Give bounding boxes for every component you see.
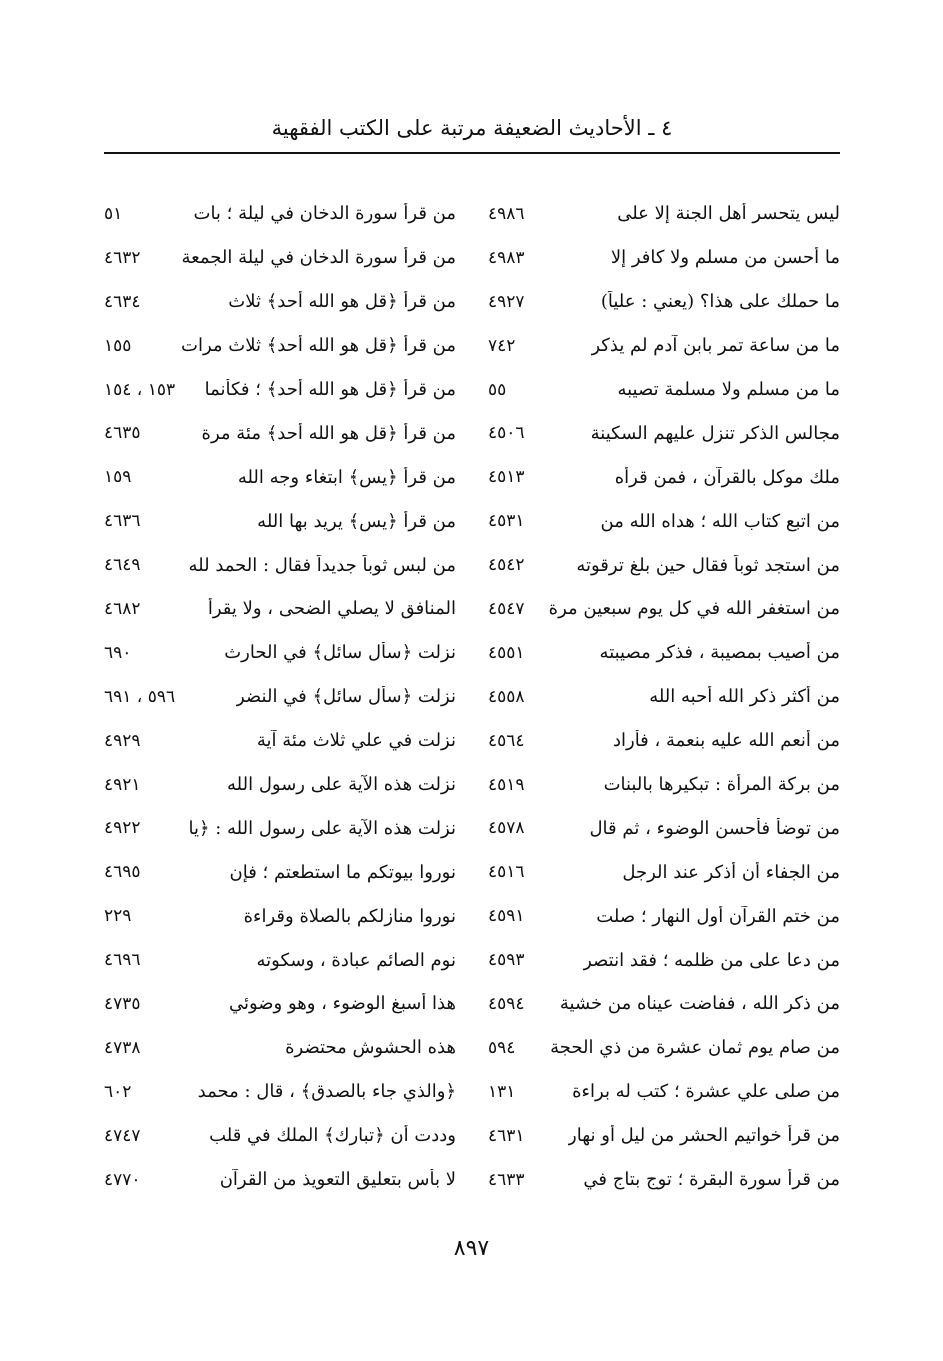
hadith-incipit: نزلت ﴿سأل سائل﴾ في النضر	[236, 686, 456, 708]
header-rule	[104, 152, 840, 154]
index-entry	[488, 719, 840, 763]
hadith-number: ٧٤٢	[488, 335, 516, 356]
hadith-number: ٤٦٣٢	[104, 247, 141, 268]
hadith-number: ٤٥٤٢	[488, 555, 525, 576]
index-entry	[488, 675, 840, 719]
hadith-number: ٤٥٥٨	[488, 686, 525, 707]
hadith-incipit: من لبس ثوباً جديداً فقال : الحمد لله	[188, 554, 456, 576]
index-entry	[104, 1114, 456, 1158]
index-entry	[488, 368, 840, 412]
hadith-number: ٤٥٠٦	[488, 423, 525, 444]
index-entry	[488, 324, 840, 368]
index-entry	[488, 1026, 840, 1070]
hadith-incipit: من أصيب بمصيبة ، فذكر مصيبته	[599, 642, 840, 664]
hadith-incipit: من صام يوم ثمان عشرة من ذي الحجة	[550, 1037, 840, 1059]
hadith-incipit: وددت أن ﴿تبارك﴾ الملك في قلب	[209, 1125, 456, 1147]
index-entry	[104, 1026, 456, 1070]
hadith-incipit: نوم الصائم عبادة ، وسكوته	[256, 949, 456, 971]
hadith-number: ٤٩٨٦	[488, 203, 525, 224]
hadith-incipit: ما من مسلم ولا مسلمة تصيبه	[617, 379, 840, 400]
hadith-incipit: من قرأ سورة البقرة ؛ توج بتاج في	[583, 1169, 840, 1191]
hadith-incipit: من قرأ ﴿يس﴾ ابتغاء وجه الله	[237, 466, 456, 488]
hadith-incipit: ﴿والذي جاء بالصدق﴾ ، قال : محمد	[197, 1081, 456, 1103]
hadith-number: ٤٦٩٥	[104, 862, 141, 883]
hadith-number: ٤٥٤٧	[488, 598, 525, 619]
hadith-number: ٤٦٩٦	[104, 950, 141, 971]
hadith-number: ٤٦٣٦	[104, 511, 141, 532]
hadith-incipit: من قرأ خواتيم الحشر من ليل أو نهار	[568, 1125, 840, 1147]
index-entry	[488, 894, 840, 938]
index-entry	[104, 324, 456, 368]
hadith-number: ٤٥١٣	[488, 467, 525, 488]
hadith-number: ٤٦٣١	[488, 1125, 525, 1146]
hadith-number: ٤٧٧٠	[104, 1169, 141, 1190]
hadith-incipit: هذه الحشوش محتضرة	[285, 1037, 456, 1059]
hadith-number: ٤٩٢٢	[104, 818, 141, 839]
hadith-number: ٤٧٣٥	[104, 993, 141, 1014]
hadith-number: ٤٩٨٣	[488, 247, 525, 268]
index-entry	[104, 938, 456, 982]
hadith-incipit: من استغفر الله في كل يوم سبعين مرة	[548, 598, 840, 620]
hadith-incipit: نزلت هذه الآية على رسول الله : ﴿يا	[188, 817, 456, 839]
hadith-number: ٤٥١٩	[488, 774, 525, 795]
index-entry	[488, 806, 840, 850]
hadith-number: ٤٦٣٣	[488, 1169, 525, 1190]
hadith-number: ٤٥٩٤	[488, 993, 525, 1014]
hadith-incipit: من أكثر ذكر الله أحبه الله	[649, 686, 840, 708]
index-entry	[104, 1070, 456, 1114]
hadith-number: ٤٦٤٩	[104, 555, 141, 576]
index-entry	[104, 719, 456, 763]
hadith-incipit: من دعا على من ظلمه ؛ فقد انتصر	[583, 949, 840, 971]
hadith-number: ١٣١	[488, 1081, 516, 1102]
index-entry	[488, 411, 840, 455]
hadith-number: ٥٩٤	[488, 1037, 516, 1058]
hadith-number: ٤٥٥١	[488, 642, 525, 663]
hadith-incipit: ما من ساعة تمر بابن آدم لم يذكر	[591, 335, 840, 357]
hadith-incipit: من قرأ ﴿يس﴾ يريد بها الله	[257, 510, 456, 532]
hadith-incipit: من اتبع كتاب الله ؛ هداه الله من	[600, 510, 840, 532]
hadith-number: ٢٢٩	[104, 906, 132, 927]
hadith-number: ٤٦٣٤	[104, 291, 141, 312]
hadith-incipit: من ختم القرآن أول النهار ؛ صلت	[596, 905, 840, 927]
index-entry	[488, 850, 840, 894]
hadith-incipit: نوروا بيوتكم ما استطعتم ؛ فإن	[229, 861, 456, 883]
hadith-number: ٤٧٤٧	[104, 1125, 141, 1146]
hadith-incipit: من الجفاء أن أذكر عند الرجل	[622, 861, 840, 883]
hadith-number: ٤٩٢٧	[488, 291, 525, 312]
hadith-number: ١٥٥	[104, 335, 132, 356]
index-entry	[104, 280, 456, 324]
hadith-incipit: مجالس الذكر تنزل عليهم السكينة	[590, 422, 840, 444]
index-entry	[104, 587, 456, 631]
index-entry	[488, 1158, 840, 1202]
index-entry	[488, 587, 840, 631]
index-entry	[104, 850, 456, 894]
hadith-incipit: من استجد ثوباً فقال حين بلغ ترقوته	[576, 554, 840, 576]
hadith-incipit: من توضأ فأحسن الوضوء ، ثم قال	[589, 817, 840, 839]
hadith-number: ٤٥٦٤	[488, 730, 525, 751]
index-entry	[104, 675, 456, 719]
index-entry	[104, 763, 456, 807]
index-entry	[488, 192, 840, 236]
hadith-incipit: ما حملك على هذا؟ (يعني : علياً)	[600, 291, 840, 313]
hadith-incipit: نزلت هذه الآية على رسول الله	[227, 774, 456, 796]
index-entry	[488, 1114, 840, 1158]
hadith-incipit: المنافق لا يصلي الضحى ، ولا يقرأ	[207, 598, 456, 620]
index-entry	[104, 411, 456, 455]
hadith-incipit: من صلى علي عشرة ؛ كتب له براءة	[572, 1081, 840, 1103]
hadith-number: ٤٥٧٨	[488, 818, 525, 839]
index-entry	[104, 236, 456, 280]
hadith-incipit: من ذكر الله ، ففاضت عيناه من خشية	[559, 993, 840, 1015]
index-entry	[104, 368, 456, 412]
index-entry	[104, 631, 456, 675]
hadith-number: ٦٩٠	[104, 642, 132, 663]
index-entry	[488, 763, 840, 807]
hadith-incipit: نوروا منازلكم بالصلاة وقراءة	[243, 905, 456, 927]
index-entry	[488, 938, 840, 982]
hadith-incipit: من قرأ ﴿قل هو الله أحد﴾ مئة مرة	[201, 422, 456, 444]
index-entry	[488, 543, 840, 587]
index-entry	[488, 280, 840, 324]
index-entry	[104, 192, 456, 236]
index-entry	[104, 455, 456, 499]
index-entry	[488, 455, 840, 499]
hadith-number: ٥١	[104, 203, 123, 224]
hadith-incipit: ليس يتحسر أهل الجنة إلا على	[617, 203, 840, 225]
hadith-incipit: نزلت ﴿سأل سائل﴾ في الحارث	[224, 642, 456, 664]
hadith-incipit: من قرأ ﴿قل هو الله أحد﴾ ثلاث مرات	[181, 335, 456, 357]
hadith-incipit: من قرأ سورة الدخان في ليلة الجمعة	[181, 247, 456, 269]
hadith-incipit: من قرأ ﴿قل هو الله أحد﴾ ؛ فكأنما	[204, 379, 456, 400]
hadith-incipit: ملك موكل بالقرآن ، فمن قرأه	[614, 466, 840, 488]
hadith-incipit: نزلت في علي ثلاث مئة آية	[256, 730, 456, 752]
hadith-number: ٤٥٩٣	[488, 950, 525, 971]
index-entry	[488, 499, 840, 543]
page-number: ٨٩٧	[453, 1236, 490, 1261]
index-entry	[104, 543, 456, 587]
index-entry	[104, 806, 456, 850]
hadith-incipit: لا بأس بتعليق التعويذ من القرآن	[219, 1169, 456, 1191]
hadith-number: ٤٧٣٨	[104, 1037, 141, 1058]
hadith-number: ٤٦٨٢	[104, 598, 141, 619]
index-column-right	[488, 192, 840, 1201]
hadith-incipit: من قرأ سورة الدخان في ليلة ؛ بات	[193, 203, 456, 225]
hadith-number: ٤٥١٦	[488, 862, 525, 883]
hadith-number: ٦٠٢	[104, 1081, 132, 1102]
index-entry	[488, 1070, 840, 1114]
index-column-left	[104, 192, 456, 1201]
hadith-incipit: من قرأ ﴿قل هو الله أحد﴾ ثلاث	[228, 291, 456, 313]
hadith-incipit: من بركة المرأة : تبكيرها بالبنات	[603, 774, 840, 796]
hadith-number: ٤٩٢٩	[104, 730, 141, 751]
hadith-incipit: هذا أسبغ الوضوء ، وهو وضوئي	[228, 993, 456, 1015]
index-entry	[104, 1158, 456, 1202]
hadith-number: ٤٥٣١	[488, 511, 525, 532]
index-entry	[488, 631, 840, 675]
index-entry	[488, 236, 840, 280]
index-entry	[104, 499, 456, 543]
hadith-number: ٥٥	[488, 379, 507, 400]
running-title: ٤ ـ الأحاديث الضعيفة مرتبة على الكتب الفقهية	[271, 116, 673, 140]
page-header	[104, 108, 840, 148]
hadith-number: ١٥٩	[104, 467, 132, 488]
index-entry	[104, 982, 456, 1026]
hadith-incipit: من أنعم الله عليه بنعمة ، فأراد	[612, 730, 840, 752]
hadith-number: ٤٥٩١	[488, 906, 525, 927]
hadith-number: ٤٩٢١	[104, 774, 141, 795]
hadith-number: ٤٦٣٥	[104, 423, 141, 444]
index-entry	[104, 894, 456, 938]
hadith-number: ٥٩٦ ، ٦٩١	[104, 686, 176, 707]
hadith-number: ١٥٣ ، ١٥٤	[104, 379, 176, 400]
hadith-incipit: ما أحسن من مسلم ولا كافر إلا	[610, 247, 840, 269]
index-entry	[488, 982, 840, 1026]
